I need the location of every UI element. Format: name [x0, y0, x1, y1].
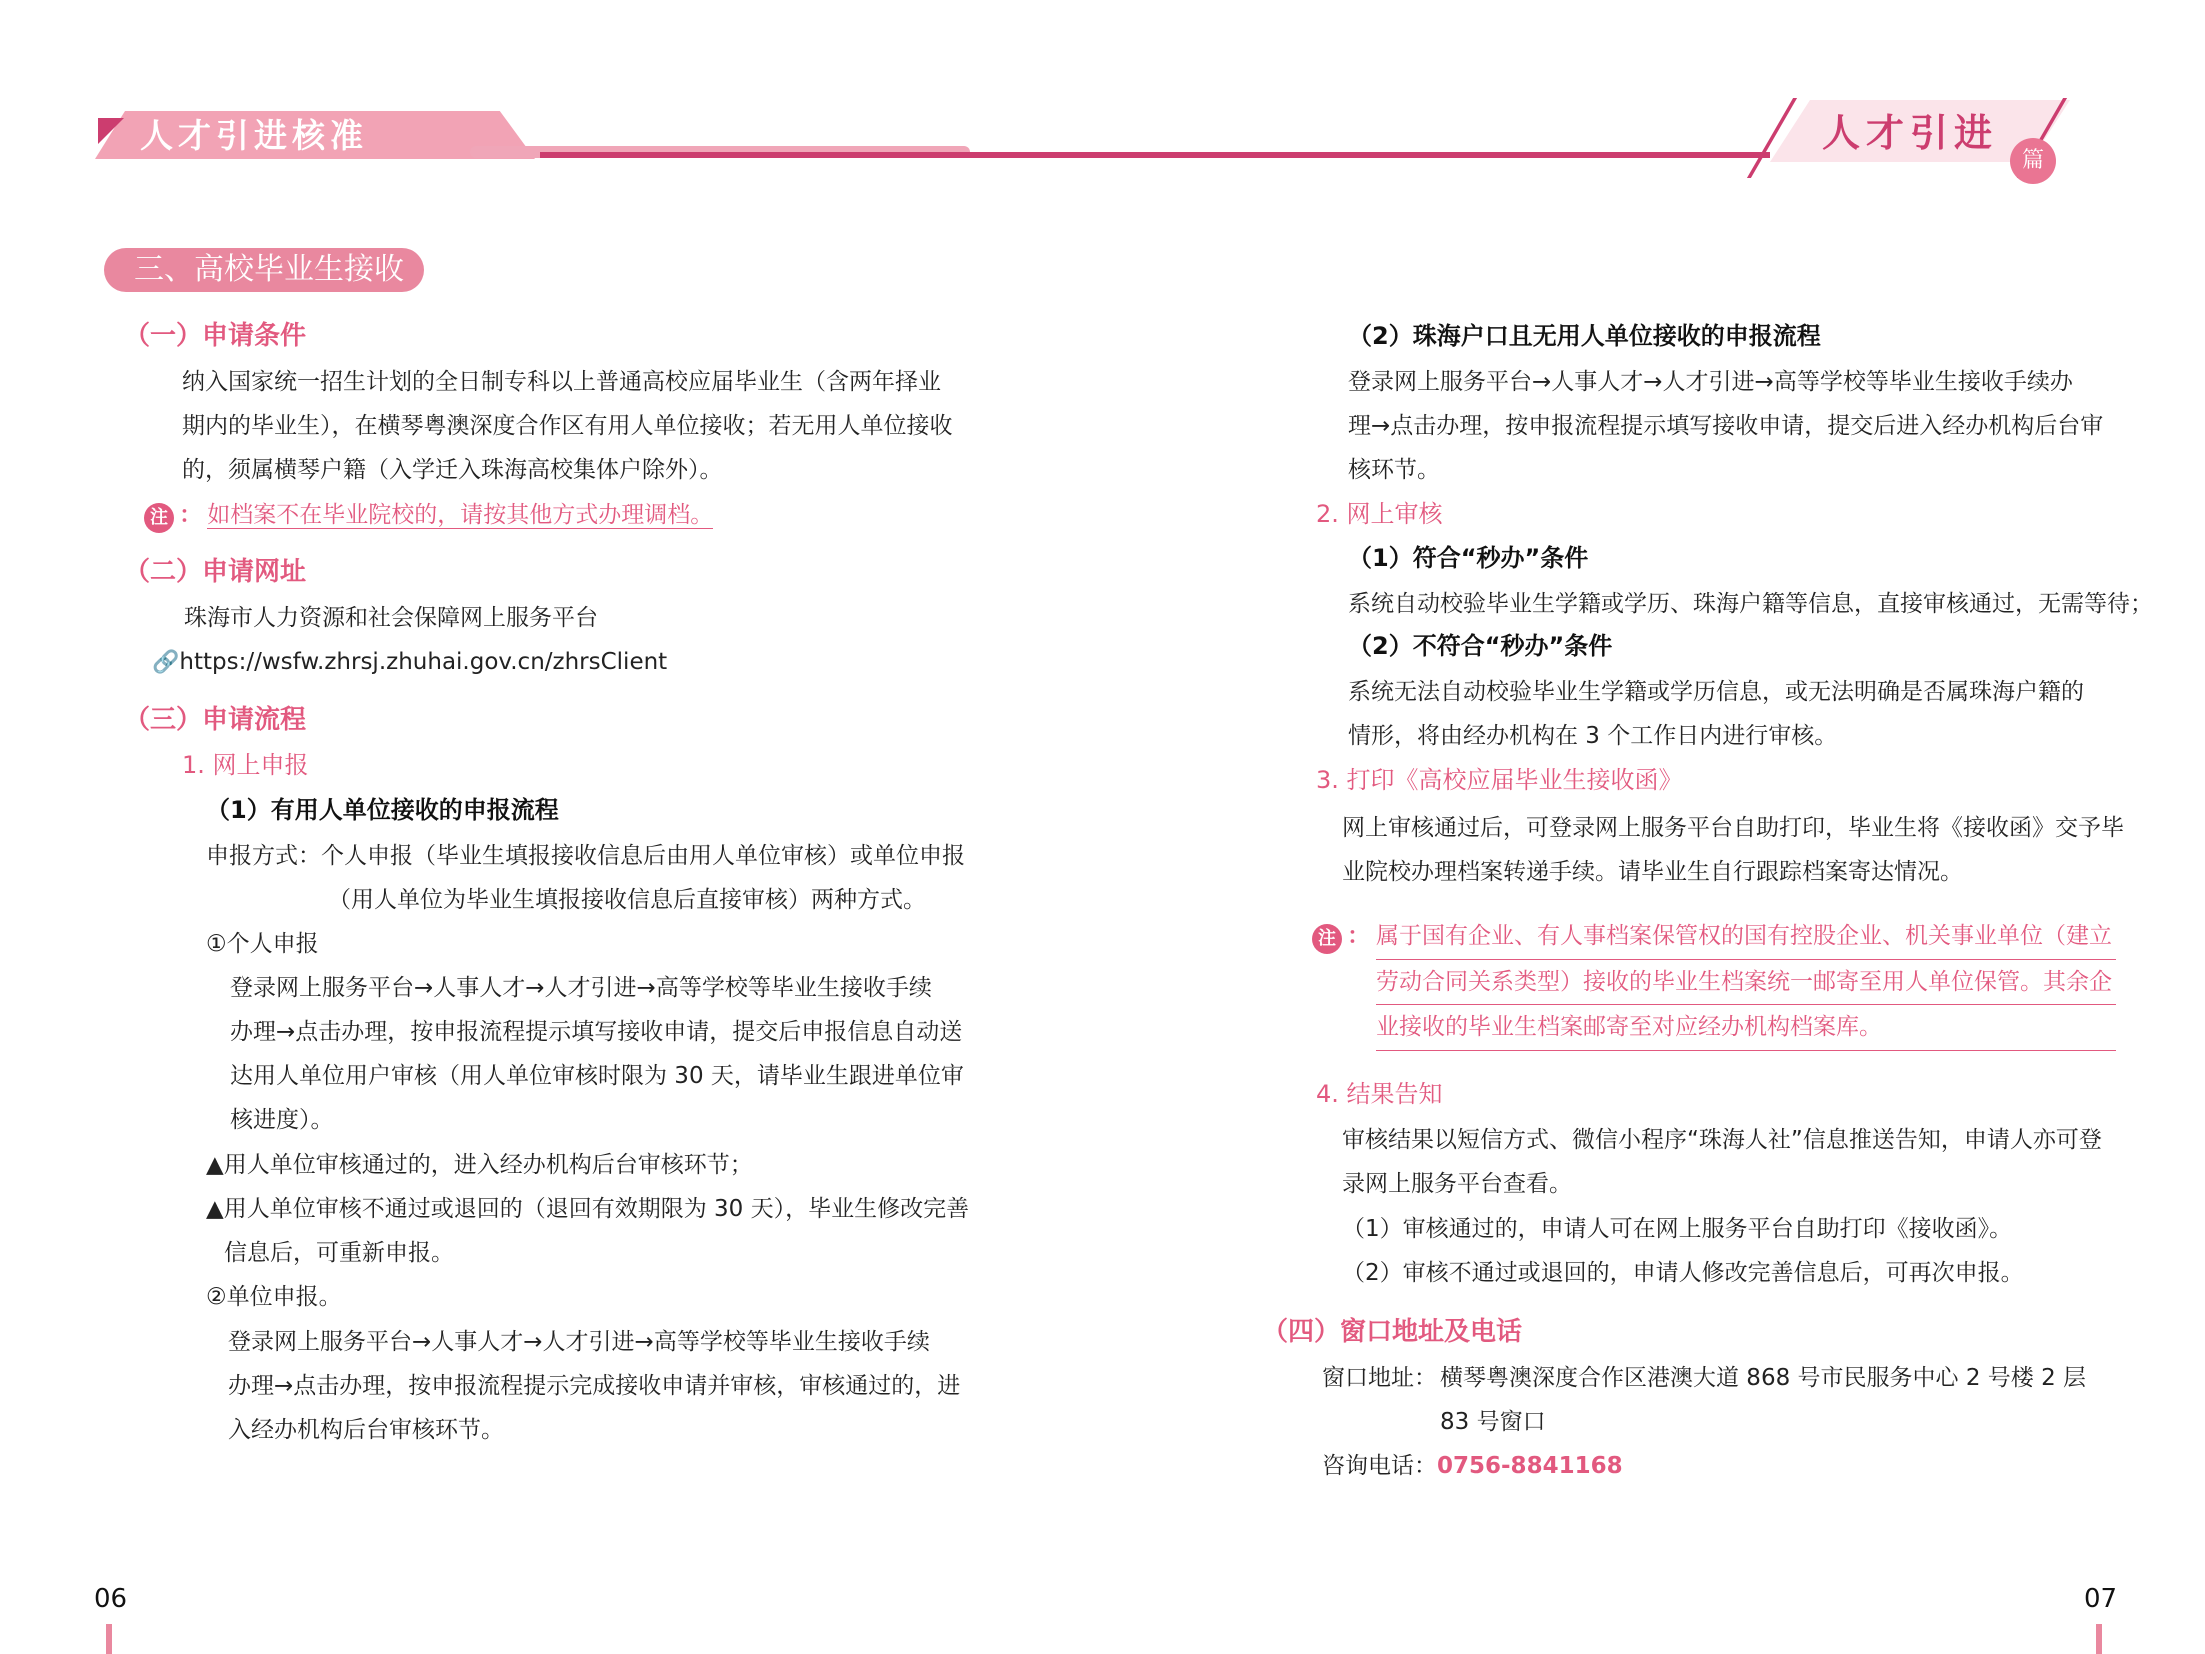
paragraph-line: 理→点击办理，按申报流程提示填写接收申请，提交后进入经办机构后台审	[1348, 413, 2104, 439]
paragraph-line: 的，须属横琴户籍（入学迁入珠海高校集体户除外）。	[182, 457, 723, 483]
note-text: 如档案不在毕业院校的，请按其他方式办理调档。	[207, 502, 714, 528]
paragraph-line: 纳入国家统一招生计划的全日制专科以上普通高校应届毕业生（含两年择业	[182, 369, 941, 395]
page-number-right: 07	[2084, 1584, 2118, 1614]
heading-website: （二）申请网址	[124, 557, 307, 587]
list-item: （1）审核通过的，申请人可在网上服务平台自助打印《接收函》。	[1342, 1216, 2013, 1242]
note-line: 业接收的毕业生档案邮寄至对应经办机构档案库。	[1376, 1005, 2116, 1051]
heading-window: （四）窗口地址及电话	[1262, 1317, 1523, 1347]
paragraph-line: 业院校办理档案转递手续。请毕业生自行跟踪档案寄达情况。	[1342, 859, 1963, 885]
paragraph-line: 达用人单位用户审核（用人单位审核时限为 30 天，请毕业生跟进单位审	[230, 1063, 964, 1089]
address-line: 83 号窗口	[1440, 1409, 1546, 1435]
paragraph-line: 系统自动校验毕业生学籍或学历、珠海户籍等信息，直接审核通过，无需等待；	[1348, 591, 2153, 617]
address-line: 横琴粤澳深度合作区港澳大道 868 号市民服务中心 2 号楼 2 层	[1440, 1365, 2087, 1391]
paragraph-line: 录网上服务平台查看。	[1342, 1171, 1572, 1197]
note-badge: 注	[1312, 924, 1342, 954]
item-title: ②单位申报。	[206, 1284, 342, 1310]
step-heading: 3. 打印《高校应届毕业生接收函》	[1316, 766, 1683, 794]
link-icon: 🔗	[152, 650, 180, 675]
site-link[interactable]	[152, 640, 667, 686]
heading-conditions: （一）申请条件	[124, 321, 307, 351]
page-marker	[106, 1624, 112, 1654]
section-title: 三、高校毕业生接收	[104, 248, 424, 292]
phone-row	[1322, 1444, 1623, 1489]
step-heading: 4. 结果告知	[1316, 1080, 1443, 1108]
paragraph-line: （用人单位为毕业生填报接收信息后直接审核）两种方式。	[328, 887, 926, 913]
note-colon: ：	[1347, 923, 1371, 949]
paragraph-line: 网上审核通过后，可登录网上服务平台自助打印，毕业生将《接收函》交予毕	[1342, 815, 2124, 841]
page-number-left: 06	[94, 1584, 128, 1614]
paragraph-line: 办理→点击办理，按申报流程提示填写接收申请，提交后申报信息自动送	[230, 1019, 963, 1045]
bullet-line: ▲用人单位审核不通过或退回的（退回有效期限为 30 天），毕业生修改完善	[206, 1196, 970, 1222]
paragraph-line: 登录网上服务平台→人事人才→人才引进→高等学校等毕业生接收手续	[228, 1329, 930, 1355]
paragraph-line: 审核结果以短信方式、微信小程序“珠海人社”信息推送告知，申请人亦可登	[1342, 1127, 2102, 1153]
list-item: （2）审核不通过或退回的，申请人修改完善信息后，可再次申报。	[1342, 1260, 2024, 1286]
note-line: 劳动合同关系类型）接收的毕业生档案统一邮寄至用人单位保管。其余企	[1376, 960, 2116, 1006]
header-left-title: 人才引进核准	[140, 116, 368, 155]
header-rule	[540, 152, 1770, 158]
sub-heading: （1）符合“秒办”条件	[1348, 544, 1589, 572]
paragraph-line: 期内的毕业生），在横琴粤澳深度合作区有用人单位接收；若无用人单位接收	[182, 413, 953, 439]
paragraph-line: 登录网上服务平台→人事人才→人才引进→高等学校等毕业生接收手续	[230, 975, 932, 1001]
item-title: ①个人申报	[206, 931, 319, 957]
paragraph-line: 系统无法自动校验毕业生学籍或学历信息，或无法明确是否属珠海户籍的	[1348, 679, 2084, 705]
site-url[interactable]: https://wsfw.zhrsj.zhuhai.gov.cn/zhrsClient	[179, 649, 668, 675]
note-block	[144, 493, 713, 539]
sub-heading: （1）有用人单位接收的申报流程	[206, 796, 559, 824]
heading-process: （三）申请流程	[124, 705, 307, 735]
step-heading: 2. 网上审核	[1316, 500, 1443, 528]
note-badge: 注	[144, 503, 174, 533]
sub-heading: （2）珠海户口且无用人单位接收的申报流程	[1348, 322, 1821, 350]
phone-label: 咨询电话：	[1322, 1453, 1437, 1479]
header-corner-mark	[98, 118, 124, 144]
paragraph-line: 信息后，可重新申报。	[224, 1240, 454, 1266]
note-line: 属于国有企业、有人事档案保管权的国有控股企业、机关事业单位（建立	[1376, 914, 2116, 960]
page-marker	[2096, 1624, 2102, 1654]
paragraph-line: 核环节。	[1348, 457, 1440, 483]
header-badge: 篇	[2010, 138, 2056, 184]
paragraph-line: 办理→点击办理，按申报流程提示完成接收申请并审核，审核通过的，进	[228, 1373, 961, 1399]
paragraph-line: 申报方式：个人申报（毕业生填报接收信息后由用人单位审核）或单位申报	[206, 843, 965, 869]
sub-heading: （2）不符合“秒办”条件	[1348, 632, 1613, 660]
paragraph-line: 登录网上服务平台→人事人才→人才引进→高等学校等毕业生接收手续办	[1348, 369, 2073, 395]
note-badge-wrap	[1312, 914, 1370, 960]
paragraph-line: 核进度）。	[230, 1107, 334, 1133]
note-colon: ：	[179, 502, 203, 528]
phone-number[interactable]: 0756-8841168	[1437, 1453, 1623, 1479]
paragraph-line: 入经办机构后台审核环节。	[228, 1417, 504, 1443]
site-name: 珠海市人力资源和社会保障网上服务平台	[184, 605, 598, 631]
step-heading: 1. 网上申报	[182, 751, 309, 779]
bullet-line: ▲用人单位审核通过的，进入经办机构后台审核环节；	[206, 1152, 753, 1178]
header-right-title: 人才引进	[1822, 111, 1999, 155]
note-text	[1376, 914, 2116, 1051]
address-label: 窗口地址：	[1322, 1365, 1437, 1391]
paragraph-line: 情形，将由经办机构在 3 个工作日内进行审核。	[1348, 723, 1838, 749]
